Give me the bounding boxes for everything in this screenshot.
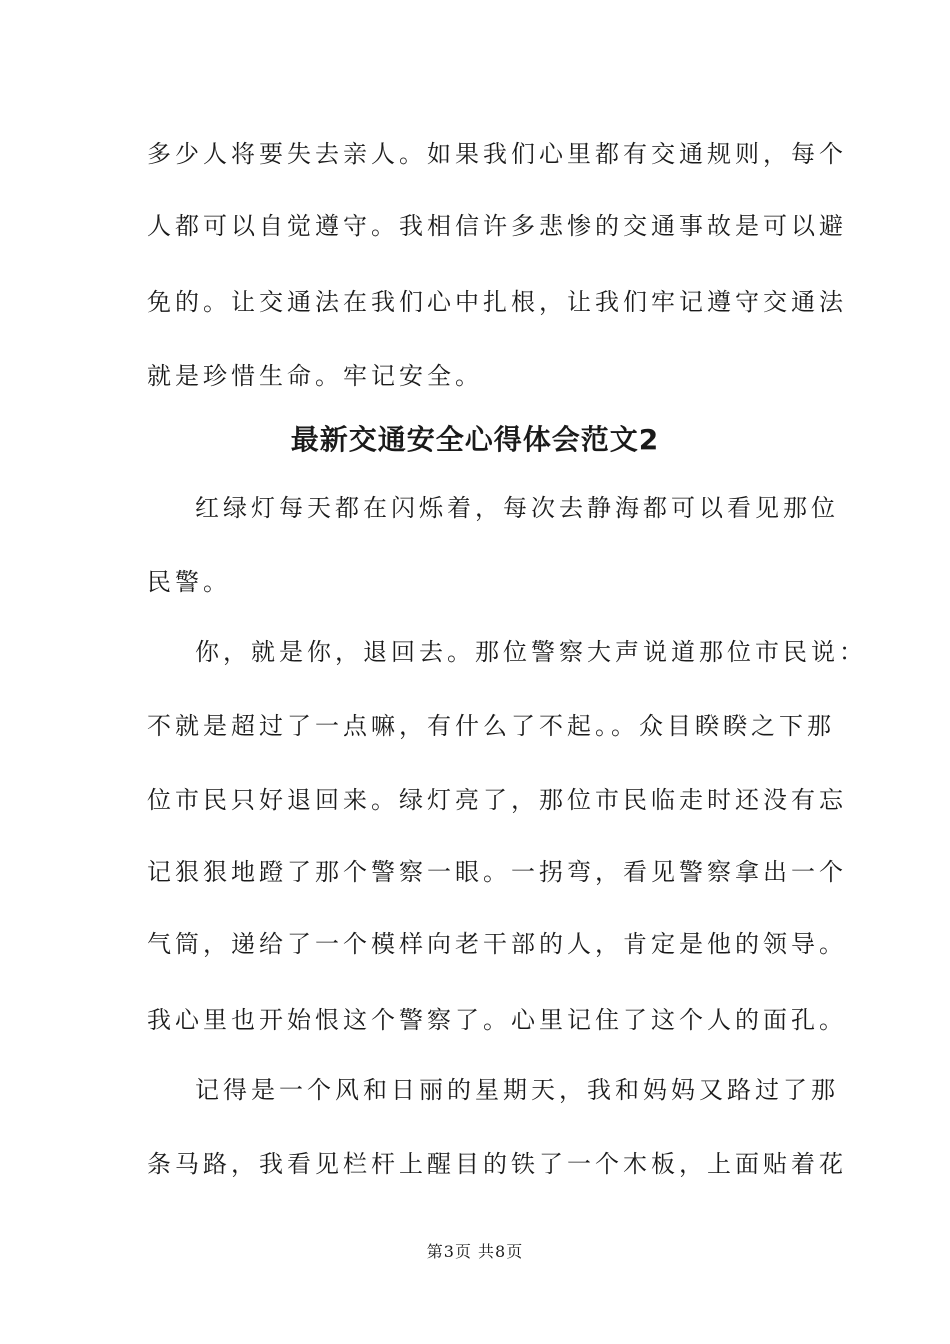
text-line: 气筒，递给了一个模样向老干部的人，肯定是他的领导。 [147, 930, 847, 958]
paragraph-first-line: 红绿灯每天都在闪烁着，每次去静海都可以看见那位 [195, 494, 839, 522]
text-line: 不就是超过了一点嘛，有什么了不起。。众目睽睽之下那 [147, 712, 835, 740]
text-line: 就是珍惜生命。牢记安全。 [147, 362, 483, 390]
text-line: 我心里也开始恨这个警察了。心里记住了这个人的面孔。 [147, 1006, 847, 1034]
text-line: 条马路，我看见栏杆上醒目的铁了一个木板，上面贴着花 [147, 1150, 847, 1178]
page-number-footer: 第3页 共8页 [426, 1242, 524, 1261]
text-line: 多少人将要失去亲人。如果我们心里都有交通规则，每个 [147, 140, 847, 168]
paragraph-first-line: 记得是一个风和日丽的星期天，我和妈妈又路过了那 [195, 1076, 839, 1104]
section-title: 最新交通安全心得体会范文2 [290, 423, 660, 456]
text-line: 免的。让交通法在我们心中扎根，让我们牢记遵守交通法 [147, 288, 847, 316]
paragraph-first-line: 你，就是你，退回去。那位警察大声说道那位市民说： [195, 638, 867, 666]
text-line: 民警。 [147, 568, 231, 596]
text-line: 位市民只好退回来。绿灯亮了，那位市民临走时还没有忘 [147, 786, 847, 814]
text-line: 记狠狠地蹬了那个警察一眼。一拐弯，看见警察拿出一个 [147, 858, 847, 886]
text-line: 人都可以自觉遵守。我相信许多悲惨的交通事故是可以避 [147, 212, 847, 240]
